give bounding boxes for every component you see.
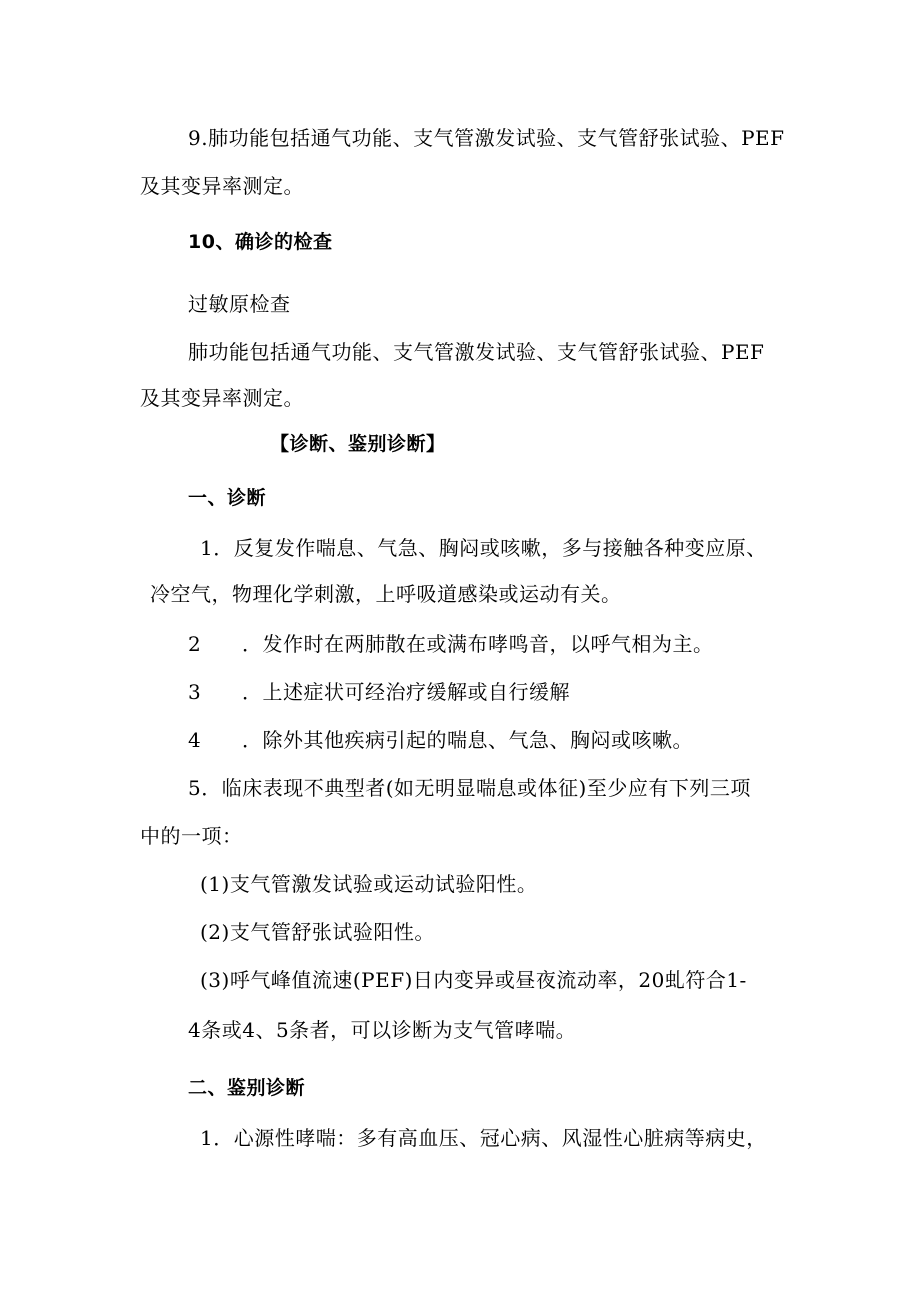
list-item: ．发作时在两肺散在或满布哮鸣音，以呼气相为主。 bbox=[242, 632, 714, 656]
list-item-number: 3 bbox=[188, 680, 201, 704]
paragraph-line: 中的一项： bbox=[140, 824, 243, 848]
section-heading: 一、诊断 bbox=[188, 487, 267, 509]
paragraph-line: 过敏原检查 bbox=[188, 292, 291, 316]
section-heading: 10、确诊的检查 bbox=[188, 231, 333, 253]
list-item-number: 4 bbox=[188, 728, 201, 752]
paragraph-line: 冷空气，物理化学刺激，上呼吸道感染或运动有关。 bbox=[150, 582, 622, 606]
sub-item: (2)支气管舒张试验阳性。 bbox=[200, 920, 435, 944]
paragraph-line: 及其变异率测定。 bbox=[140, 386, 304, 410]
section-heading: 二、鉴别诊断 bbox=[188, 1077, 306, 1099]
list-item: 5．临床表现不典型者(如无明显喘息或体征)至少应有下列三项 bbox=[188, 776, 751, 800]
list-item: ．除外其他疾病引起的喘息、气急、胸闷或咳嗽。 bbox=[242, 728, 693, 752]
list-item: ．上述症状可经治疗缓解或自行缓解 bbox=[242, 680, 570, 704]
section-title: 【诊断、鉴别诊断】 bbox=[270, 433, 446, 455]
sub-item: (3)呼气峰值流速(PEF)日内变异或昼夜流动率，20虬符合1- bbox=[200, 968, 747, 992]
list-item: 1．心源性哮喘：多有高血压、冠心病、风湿性心脏病等病史， bbox=[200, 1126, 767, 1150]
paragraph-line: 4条或4、5条者，可以诊断为支气管哮喘。 bbox=[188, 1018, 577, 1042]
paragraph-line: 肺功能包括通气功能、支气管激发试验、支气管舒张试验、PEF bbox=[188, 340, 765, 364]
list-item: 1．反复发作喘息、气急、胸闷或咳嗽，多与接触各种变应原、 bbox=[200, 536, 767, 560]
paragraph-line: 9.肺功能包括通气功能、支气管激发试验、支气管舒张试验、PEF bbox=[188, 126, 785, 150]
paragraph-line: 及其变异率测定。 bbox=[140, 174, 304, 198]
list-item-number: 2 bbox=[188, 632, 201, 656]
sub-item: (1)支气管激发试验或运动试验阳性。 bbox=[200, 872, 538, 896]
